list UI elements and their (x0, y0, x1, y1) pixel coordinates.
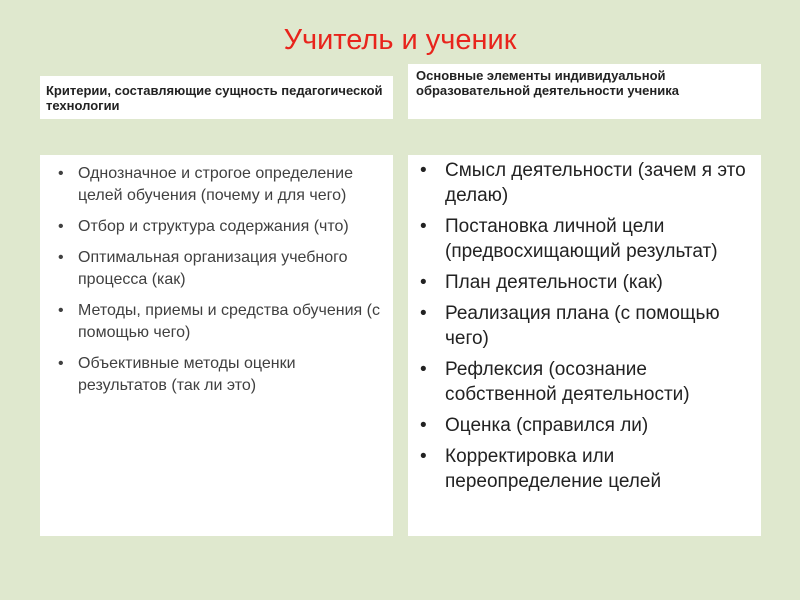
list-item (420, 413, 755, 438)
list-item-text: Смысл деятельности (зачем я это делаю) (445, 160, 746, 206)
list-item-text: Оптимальная организация учебного процесса (как) (78, 249, 348, 288)
bullet-icon: • (58, 249, 64, 266)
bullet-icon: • (58, 355, 64, 372)
list-item-text: План деятельности (как) (445, 272, 663, 293)
bullet-icon: • (420, 272, 427, 293)
bullet-icon: • (420, 303, 427, 324)
right-header-text: Основные элементы индивидуальной образовательной деятельности ученика (416, 68, 679, 98)
list-item (420, 301, 755, 351)
list-item-text: Оценка (справился ли) (445, 415, 649, 436)
list-item-text: Отбор и структура содержания (что) (78, 218, 349, 235)
left-column-header (40, 76, 393, 119)
bullet-icon: • (420, 415, 427, 436)
list-item (58, 300, 385, 344)
right-content-box (408, 155, 761, 536)
bullet-icon: • (420, 359, 427, 380)
list-item (420, 444, 755, 494)
list-item-text: Однозначное и строгое определение целей обучения (почему и для чего) (78, 165, 353, 204)
bullet-icon: • (58, 302, 64, 319)
list-item (58, 163, 385, 207)
list-item (420, 158, 755, 208)
left-header-text: Критерии, составляющие сущность педагогической технологии (46, 83, 383, 113)
list-item-text: Корректировка или переопределение целей (445, 446, 662, 492)
list-item-text: Рефлексия (осознание собственной деятельности) (445, 359, 690, 405)
bullet-icon: • (58, 218, 64, 235)
bullet-icon: • (420, 216, 427, 237)
left-content-box (40, 155, 393, 536)
bullet-icon: • (58, 165, 64, 182)
slide-title: Учитель и ученик (283, 24, 517, 56)
list-item (420, 270, 755, 295)
list-item-text: Реализация плана (с помощью чего) (445, 303, 720, 349)
list-item (58, 216, 385, 238)
list-item (58, 353, 385, 397)
list-item (58, 247, 385, 291)
bullet-icon: • (420, 160, 427, 181)
left-bullet-list (40, 155, 393, 397)
list-item-text: Постановка личной цели (предвосхищающий результат) (445, 216, 718, 262)
list-item-text: Методы, приемы и средства обучения (с помощью чего) (78, 302, 380, 341)
right-column-header (408, 64, 761, 119)
list-item (420, 214, 755, 264)
right-bullet-list (408, 155, 761, 494)
list-item-text: Объективные методы оценки результатов (так ли это) (78, 355, 296, 394)
bullet-icon: • (420, 446, 427, 467)
list-item (420, 357, 755, 407)
